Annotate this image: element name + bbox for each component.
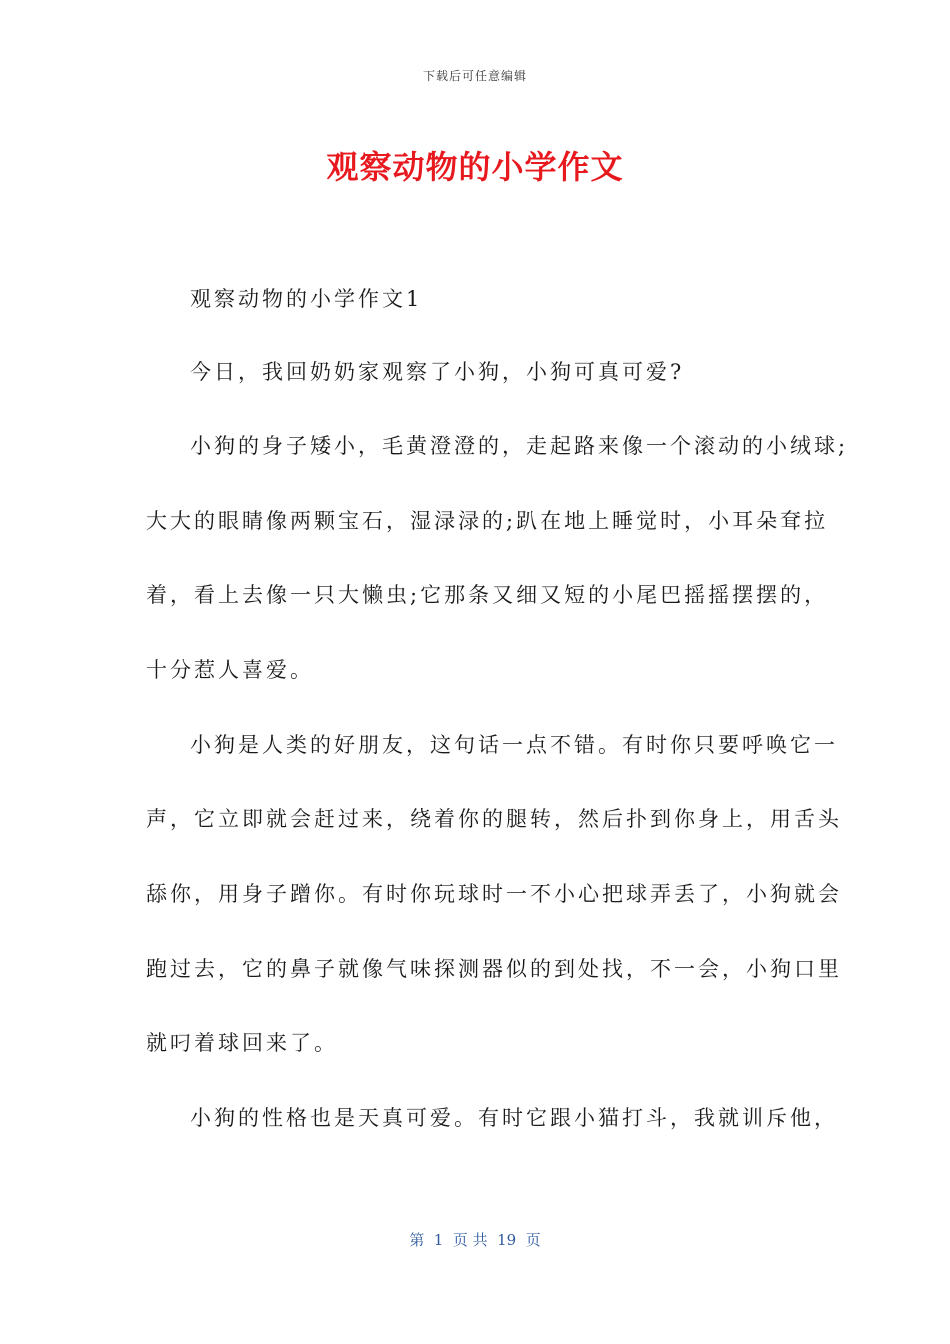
- paragraph-line: 小狗的身子矮小，毛黄澄澄的，走起路来像一个滚动的小绒球;: [190, 434, 849, 458]
- paragraph-line: 着，看上去像一只大懒虫;它那条又细又短的小尾巴摇摇摆摆的，: [146, 583, 829, 607]
- document-title: 观察动物的小学作文: [326, 148, 624, 186]
- page-number-footer: 第 1 页 共 19 页: [409, 1231, 541, 1249]
- paragraph-line: 跑过去，它的鼻子就像气味探测器似的到处找，不一会，小狗口里: [146, 957, 842, 981]
- section-heading: 观察动物的小学作文1: [190, 287, 423, 311]
- paragraph-line: 舔你，用身子蹭你。有时你玩球时一不小心把球弄丢了，小狗就会: [146, 882, 842, 906]
- paragraph-line: 大大的眼睛像两颗宝石，湿渌渌的;趴在地上睡觉时，小耳朵耷拉: [146, 509, 829, 533]
- paragraph-line: 声，它立即就会赶过来，绕着你的腿转，然后扑到你身上，用舌头: [146, 807, 842, 831]
- header-note: 下载后可任意编辑: [422, 69, 527, 83]
- paragraph-line: 今日，我回奶奶家观察了小狗，小狗可真可爱?: [190, 360, 685, 384]
- paragraph-line: 十分惹人喜爱。: [146, 658, 314, 682]
- paragraph-line: 小狗是人类的好朋友，这句话一点不错。有时你只要呼唤它一: [190, 733, 838, 757]
- paragraph-line: 小狗的性格也是天真可爱。有时它跟小猫打斗，我就训斥他，: [190, 1106, 838, 1130]
- paragraph-line: 就叼着球回来了。: [146, 1031, 338, 1055]
